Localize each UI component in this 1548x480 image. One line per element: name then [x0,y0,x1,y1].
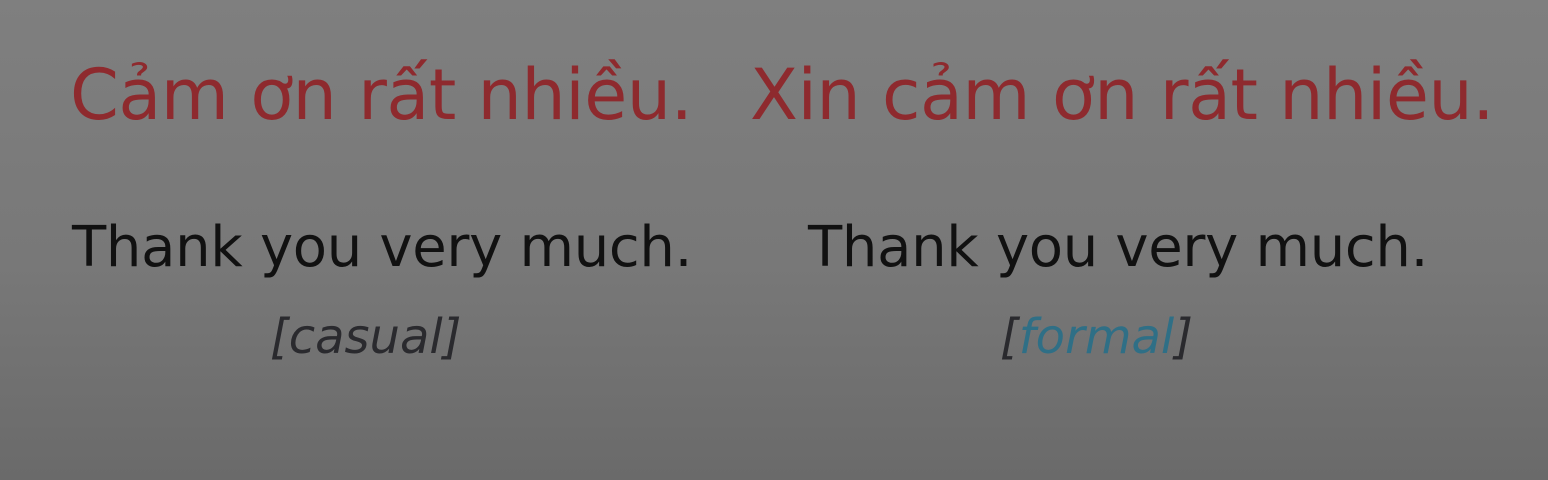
vietnamese-phrase-formal: Xin cảm ơn rất nhiều. [750,54,1495,136]
english-translation-formal: Thank you very much. [808,215,1429,280]
register-label-casual [270,309,462,365]
register-bracket-close: ] [442,309,462,365]
register-bracket-open: [ [270,309,289,365]
register-label-formal [1000,309,1193,365]
vietnamese-phrase-casual: Cảm ơn rất nhiều. [70,54,693,136]
english-translation-casual: Thank you very much. [72,215,693,280]
register-word-formal: formal [1018,309,1175,365]
formal-phrase-column [750,0,1495,480]
register-bracket-open: [ [1000,309,1019,365]
register-word-casual: casual [288,309,443,365]
casual-phrase-column [70,0,693,480]
register-bracket-close: ] [1174,309,1193,365]
